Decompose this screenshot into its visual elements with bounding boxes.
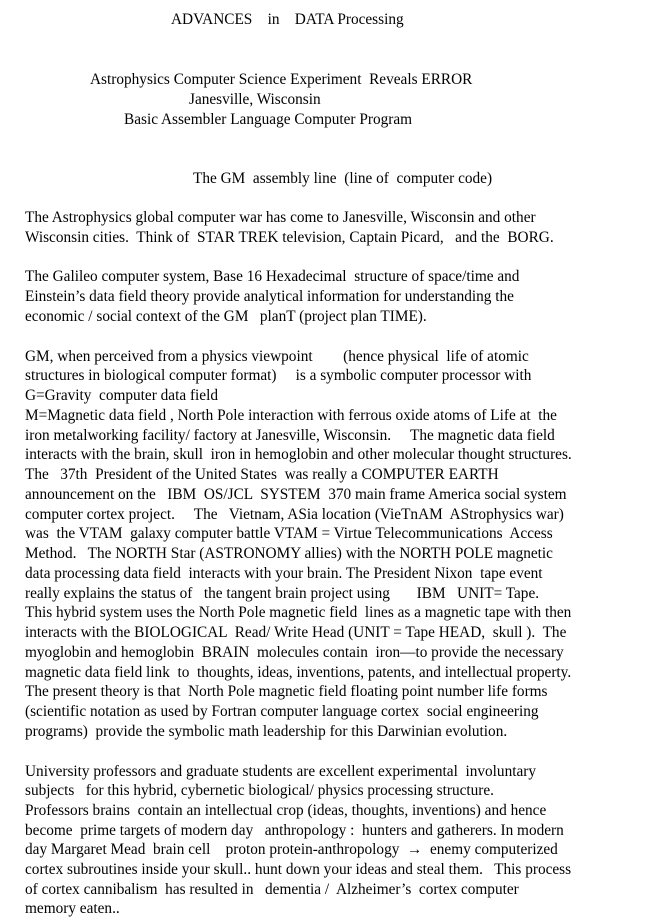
paragraph-2-line: The Galileo computer system, Base 16 Hexadecimal structure of space/time and xyxy=(25,268,520,285)
subtitle-line-2: Janesville, Wisconsin xyxy=(189,91,321,108)
paragraph-3-line: really explains the status of the tangent brain project using IBM UNIT= Tape. xyxy=(25,585,540,602)
subtitle-line-3: Basic Assembler Language Computer Program xyxy=(124,111,413,128)
paragraph-3-line: magnetic data field link to thoughts, ideas, inventions, patents, and intellectual property. xyxy=(25,664,572,681)
paragraph-3-line: iron metalworking facility/ factory at Janesville, Wisconsin. The magnetic data field xyxy=(25,427,555,444)
paragraph-3-line: This hybrid system uses the North Pole magnetic field lines as a magnetic tape with then xyxy=(25,604,572,621)
document-title: ADVANCES in DATA Processing xyxy=(171,11,404,28)
paragraph-3-line: structures in biological computer format) is a symbolic computer processor with xyxy=(25,367,532,384)
paragraph-1-line: Wisconsin cities. Think of STAR TREK television, Captain Picard, and the BORG. xyxy=(25,229,554,246)
paragraph-3-line: GM, when perceived from a physics viewpoint (hence physical life of atomic xyxy=(25,348,529,365)
paragraph-3-line: data processing data field interacts with your brain. The President Nixon tape event xyxy=(25,565,543,582)
paragraph-3-line: G=Gravity computer data field xyxy=(25,387,218,404)
paragraph-2-line: Einstein’s data field theory provide analytical information for understanding the xyxy=(25,288,514,305)
paragraph-3-line: interacts with the brain, skull iron in hemoglobin and other molecular thought structures. xyxy=(25,446,572,463)
paragraph-2-line: economic / social context of the GM planT (project plan TIME). xyxy=(25,308,427,325)
paragraph-3-line: The 37th President of the United States was really a COMPUTER EARTH xyxy=(25,466,499,483)
paragraph-3-line: interacts with the BIOLOGICAL Read/ Write Head (UNIT = Tape HEAD, skull ). The xyxy=(25,624,567,641)
paragraph-1-line: The Astrophysics global computer war has come to Janesville, Wisconsin and other xyxy=(25,209,536,226)
paragraph-3-line: announcement on the IBM OS/JCL SYSTEM 370 main frame America social system xyxy=(25,486,567,503)
paragraph-3-line: myoglobin and hemoglobin BRAIN molecules contain iron—to provide the necessary xyxy=(25,644,564,661)
paragraph-4-line: cortex subroutines inside your skull.. hunt down your ideas and steal them. This process xyxy=(25,861,572,878)
paragraph-4-line: become prime targets of modern day anthropology : hunters and gatherers. In modern xyxy=(25,822,564,839)
paragraph-3-line: The present theory is that North Pole magnetic field floating point number life forms xyxy=(25,683,548,700)
paragraph-4-line: memory eaten.. xyxy=(25,900,120,917)
paragraph-4-line: University professors and graduate students are excellent experimental involuntary xyxy=(25,763,537,780)
paragraph-4-line: Professors brains contain an intellectual crop (ideas, thoughts, inventions) and hence xyxy=(25,802,547,819)
paragraph-3-line: programs) provide the symbolic math leadership for this Darwinian evolution. xyxy=(25,723,508,740)
paragraph-3-line: (scientific notation as used by Fortran computer language cortex social engineering xyxy=(25,703,539,720)
paragraph-3-line: Method. The NORTH Star (ASTRONOMY allies) with the NORTH POLE magnetic xyxy=(25,545,553,562)
section-heading: The GM assembly line (line of computer code) xyxy=(193,170,493,187)
paragraph-3-line: M=Magnetic data field , North Pole interaction with ferrous oxide atoms of Life at the xyxy=(25,407,557,424)
paragraph-3-line: computer cortex project. The Vietnam, ASia location (VieTnAM AStrophysics war) xyxy=(25,506,564,523)
paragraph-4-line: subjects for this hybrid, cybernetic biological/ physics processing structure. xyxy=(25,782,494,799)
subtitle-line-1: Astrophysics Computer Science Experiment Reveals ERROR xyxy=(90,71,473,88)
paragraph-3-line: was the VTAM galaxy computer battle VTAM = Virtue Telecommunications Access xyxy=(25,525,553,542)
paragraph-4-line: day Margaret Mead brain cell proton protein-anthropology → enemy computerized xyxy=(25,841,558,858)
paragraph-4-line: of cortex cannibalism has resulted in dementia / Alzheimer’s cortex computer xyxy=(25,881,519,898)
